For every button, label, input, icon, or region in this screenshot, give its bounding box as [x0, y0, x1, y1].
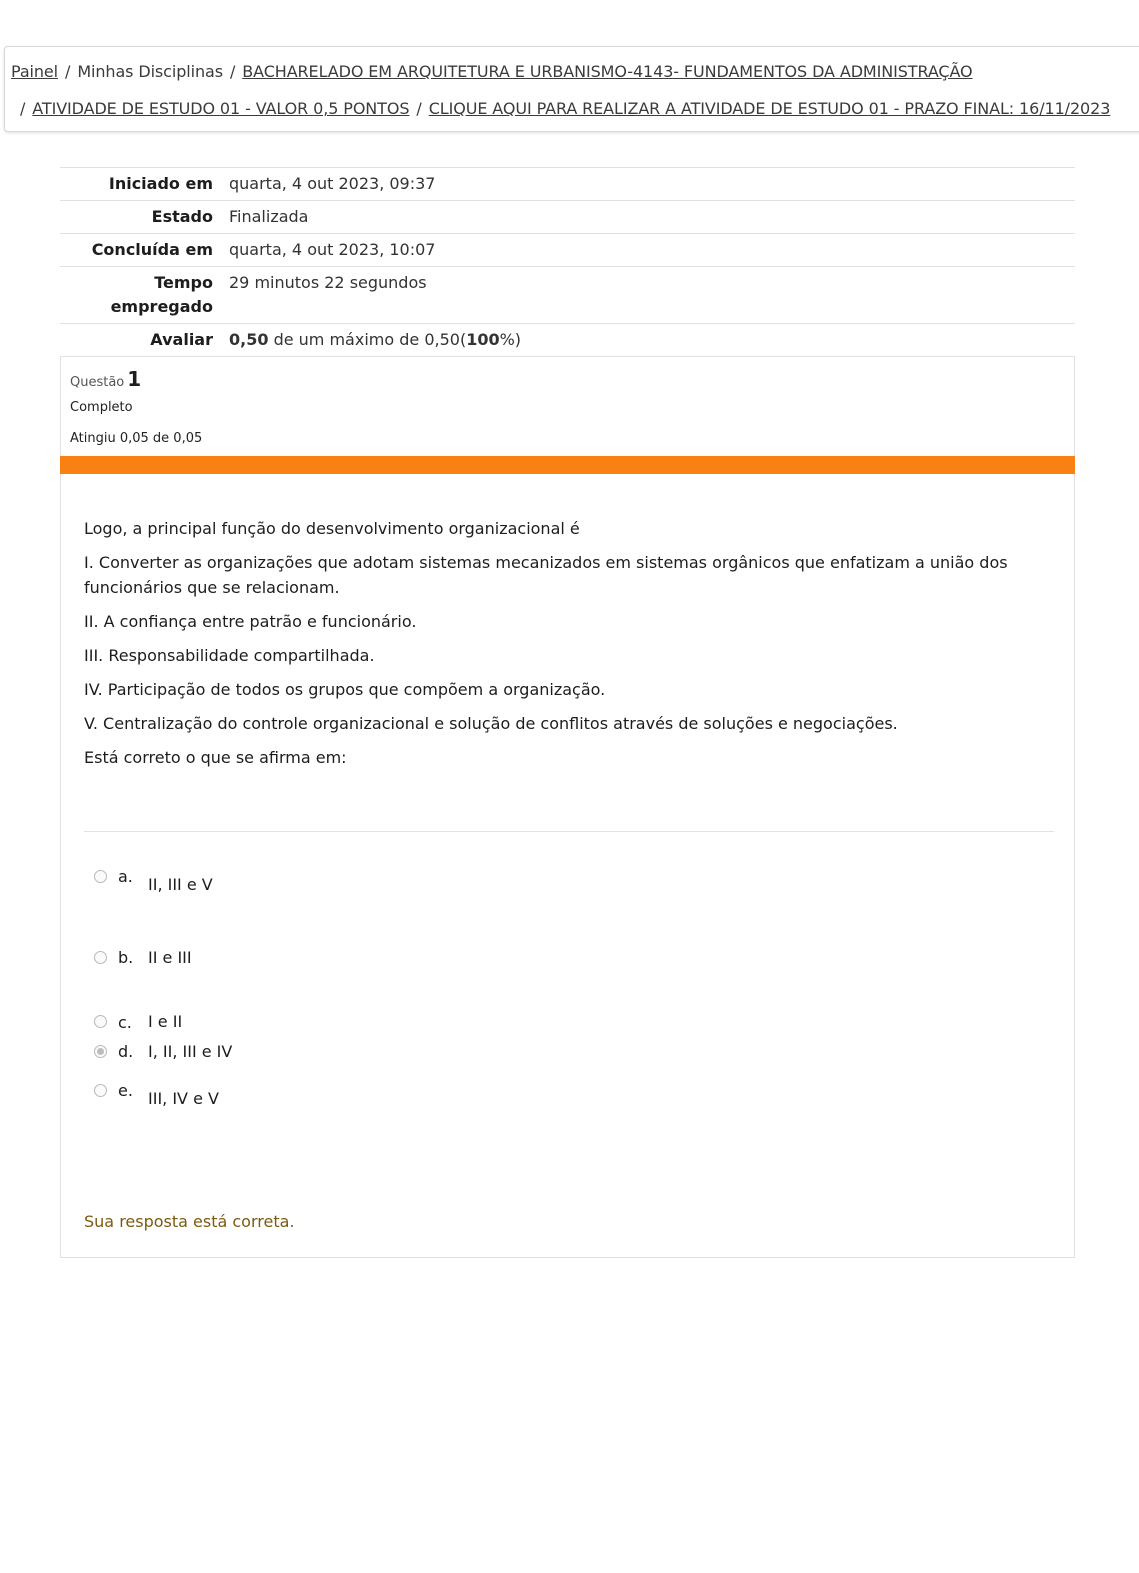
option-text: III, IV e V: [148, 1089, 219, 1108]
answer-feedback: Sua resposta está correta.: [84, 1212, 295, 1231]
option-letter: c.: [118, 1013, 132, 1032]
radio-button-selected[interactable]: [94, 1045, 107, 1058]
question-paragraph: II. A confiança entre patrão e funcionário.: [84, 612, 417, 631]
summary-row-state: [60, 201, 1075, 234]
summary-row-started: [60, 168, 1075, 201]
time-label: [60, 267, 221, 324]
option-text: I e II: [148, 1012, 183, 1031]
breadcrumb-separator: /: [20, 99, 26, 118]
top-strip: [0, 0, 1139, 40]
question-paragraph: IV. Participação de todos os grupos que compõem a organização.: [84, 680, 606, 699]
breadcrumb-minhas-disciplinas: Minhas Disciplinas: [77, 62, 223, 81]
attempt-summary-table: [60, 167, 1075, 356]
breadcrumb-line-2: [20, 99, 1110, 118]
option-letter: e.: [118, 1081, 133, 1100]
option-text: II e III: [148, 948, 192, 967]
question-state: Completo: [70, 400, 133, 415]
breadcrumb-separator: /: [416, 99, 422, 118]
grade-percent: 100: [466, 330, 500, 349]
option-letter: d.: [118, 1042, 134, 1061]
completed-value: quarta, 4 out 2023, 10:07: [221, 234, 1075, 267]
option-letter: b.: [118, 948, 134, 967]
breadcrumb-course-link[interactable]: BACHARELADO EM ARQUITETURA E URBANISMO-4143- FUNDAMENTOS DA ADMINISTRAÇÃO: [242, 62, 973, 81]
summary-row-grade: [60, 324, 1075, 357]
question-paragraph: Logo, a principal função do desenvolvimento organizacional é: [84, 519, 580, 538]
state-value: Finalizada: [221, 201, 1075, 234]
grade-max-text: de um máximo de 0,50(: [268, 330, 467, 349]
question-content: [60, 474, 1075, 1258]
breadcrumb-activity-link[interactable]: ATIVIDADE DE ESTUDO 01 - VALOR 0,5 PONTOS: [32, 99, 410, 118]
question-grade: Atingiu 0,05 de 0,05: [70, 431, 203, 446]
breadcrumb: [4, 46, 1139, 132]
option-letter: a.: [118, 867, 133, 886]
started-value: quarta, 4 out 2023, 09:37: [221, 168, 1075, 201]
question-info: [60, 356, 1075, 456]
time-label-line-1: Tempo: [154, 273, 213, 292]
question-paragraph: I. Converter as organizações que adotam sistemas mecanizados em sistemas orgânicos que enfatizam a união dos funcionários que se relacionam.: [84, 553, 1008, 597]
question-paragraph: Está correto o que se afirma em:: [84, 748, 347, 767]
grade-percent-suffix: %): [499, 330, 522, 349]
summary-row-time: [60, 267, 1075, 324]
started-label: Iniciado em: [60, 168, 221, 201]
breadcrumb-separator: /: [65, 62, 71, 81]
grade-value: [221, 324, 1075, 357]
breadcrumb-painel-link[interactable]: Painel: [11, 62, 59, 81]
time-value: 29 minutos 22 segundos: [221, 267, 1075, 324]
completed-label: Concluída em: [60, 234, 221, 267]
grade-score: 0,50: [229, 330, 269, 349]
time-label-line-2: empregado: [110, 297, 213, 316]
question-number: [70, 367, 141, 391]
summary-row-completed: [60, 234, 1075, 267]
grade-label: Avaliar: [60, 324, 221, 357]
question-paragraph: V. Centralização do controle organizacional e solução de conflitos através de soluções e negociações.: [84, 714, 898, 733]
state-label: Estado: [60, 201, 221, 234]
option-text: II, III e V: [148, 875, 213, 894]
radio-button[interactable]: [94, 1084, 107, 1097]
question-label: Questão: [70, 375, 125, 390]
question-paragraph: III. Responsabilidade compartilhada.: [84, 646, 375, 665]
radio-button[interactable]: [94, 1015, 107, 1028]
question-accent-bar: [60, 456, 1075, 474]
answer-divider: [84, 831, 1054, 832]
radio-button[interactable]: [94, 870, 107, 883]
radio-button[interactable]: [94, 951, 107, 964]
question-text: [84, 516, 1044, 779]
breadcrumb-separator: /: [229, 62, 236, 81]
option-text: I, II, III e IV: [148, 1042, 233, 1061]
breadcrumb-quiz-link[interactable]: CLIQUE AQUI PARA REALIZAR A ATIVIDADE DE ESTUDO 01 - PRAZO FINAL: 16/11/2023: [428, 99, 1111, 118]
question-number-value: 1: [127, 367, 142, 391]
breadcrumb-line-1: [11, 62, 973, 81]
